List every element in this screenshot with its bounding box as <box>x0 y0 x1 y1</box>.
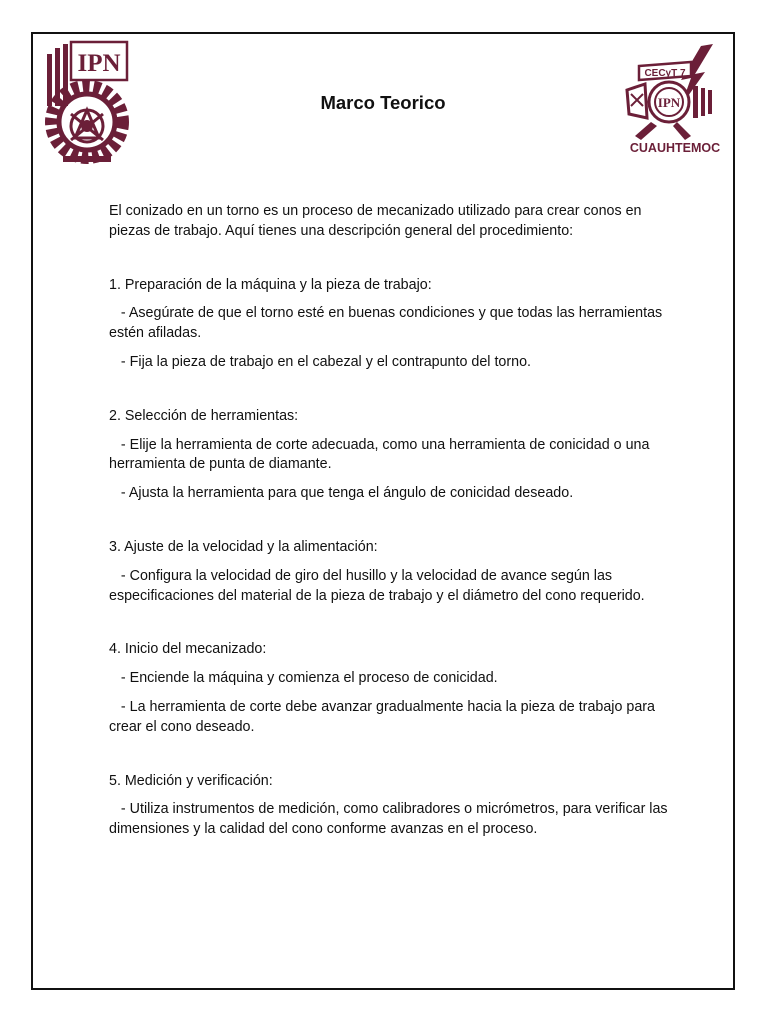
bullet-item: - Fija la pieza de trabajo en el cabezal y el contrapunto del torno. <box>109 353 532 370</box>
section-4 <box>109 640 669 737</box>
bullet-item: - Ajusta la herramienta para que tenga el ángulo de conicidad deseado. <box>109 485 574 502</box>
section-title: 1. Preparación de la máquina y la pieza de trabajo: <box>109 276 432 293</box>
section-1 <box>109 276 669 373</box>
bullet-item: - Enciende la máquina y comienza el proceso de conicidad. <box>109 670 498 687</box>
section-3 <box>109 538 669 606</box>
page-title: Marco Teorico <box>320 92 446 113</box>
bullet-item: - La herramienta de corte debe avanzar gradualmente hacia la pieza de trabajo para crear el cono deseado. <box>109 698 659 735</box>
section-title: 4. Inicio del mecanizado: <box>109 641 267 658</box>
bullet-item: - Configura la velocidad de giro del husillo y la velocidad de avance según las especificaciones del material de la pieza de trabajo y el diámetro del cono requerido. <box>109 567 645 604</box>
section-5 <box>109 772 672 840</box>
intro-paragraph: El conizado en un torno es un proceso de mecanizado utilizado para crear conos en piezas de trabajo. Aquí tienes una descripción general del procedimiento: <box>109 203 642 239</box>
bullet-item: - Utiliza instrumentos de medición, como calibradores o micrómetros, para verificar las dimensiones y la calidad del cono conforme avanzas en el proceso. <box>109 801 672 838</box>
document-page <box>31 32 735 990</box>
svg-text:IPN: IPN <box>657 95 681 110</box>
cecyt-cuauhtemoc-logo <box>621 40 725 158</box>
bullet-item: - Asegúrate de que el torno esté en buenas condiciones y que todas las herramientas estén afiladas. <box>109 305 667 342</box>
section-title: 2. Selección de herramientas: <box>109 407 299 424</box>
svg-text:IPN: IPN <box>77 50 121 77</box>
svg-text:CECyT 7: CECyT 7 <box>644 68 686 79</box>
svg-text:CUAUHTEMOC: CUAUHTEMOC <box>629 141 721 155</box>
document-body <box>109 202 672 840</box>
section-title: 5. Medición y verificación: <box>109 772 273 789</box>
section-title: 3. Ajuste de la velocidad y la alimentación: <box>109 538 378 555</box>
bullet-item: - Elije la herramienta de corte adecuada, como una herramienta de conicidad o una herramienta de punta de diamante. <box>109 436 654 473</box>
section-2 <box>109 407 669 504</box>
